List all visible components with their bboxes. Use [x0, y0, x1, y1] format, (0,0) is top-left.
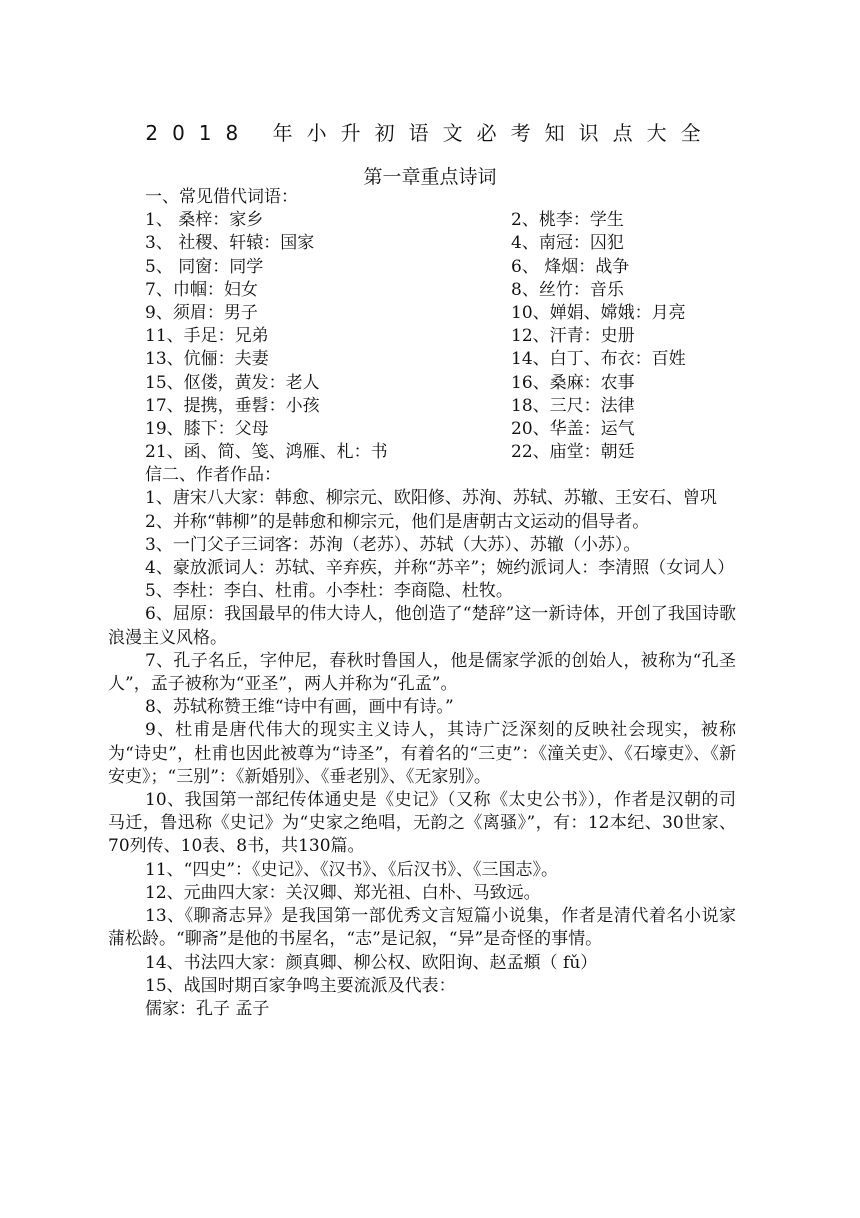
paragraph: 4、豪放派词人：苏轼、辛弃疾，并称“苏辛”；婉约派词人：李清照（女词人） [145, 558, 735, 579]
document-title: 2018 年小升初语文必考知识点大全 [145, 121, 715, 145]
term-right: 20、华盖：运气 [511, 418, 635, 439]
term-right: 10、婵娟、嫦娥：月亮 [511, 302, 686, 323]
paragraph: 2、并称“韩柳”的是韩愈和柳宗元，他们是唐朝古文运动的倡导者。 [145, 511, 650, 532]
term-left: 9、须眉：男子 [145, 302, 258, 323]
term-pair-row [108, 325, 736, 348]
term-left: 1、 桑梓：家乡 [145, 210, 264, 231]
section-heading: 一、常见借代词语： [145, 187, 298, 207]
paragraph: 9、杜甫是唐代伟大的现实主义诗人，其诗广泛深刻的反映社会现实，被称为“诗史”，杜甫也因此被尊为“诗圣”，有着名的“三吏”：《潼关吏》、《石壕吏》、《新安吏》；“三别”：《新婚别》、《垂老别》、《无家别》。 [108, 720, 736, 787]
paragraph: 8、苏轼称赞王维“诗中有画，画中有诗。” [145, 697, 454, 718]
term-left: 7、巾帼：妇女 [145, 279, 258, 300]
paragraph: 1、唐宋八大家：韩愈、柳宗元、欧阳修、苏洵、苏轼、苏辙、王安石、曾巩 [145, 488, 717, 509]
paragraph: 7、孔子名丘，字仲尼，春秋时鲁国人，他是儒家学派的创始人，被称为“孔圣人”，孟子被称为“亚圣”，两人并称为“孔孟”。 [108, 650, 736, 695]
term-pair-row [108, 348, 736, 371]
term-left: 11、手足：兄弟 [145, 326, 269, 347]
paragraph: 5、李杜：李白、杜甫。小李杜：李商隐、杜牧。 [145, 581, 513, 602]
term-right: 12、汗青：史册 [511, 326, 635, 347]
term-right: 18、三尺：法律 [511, 395, 635, 416]
term-pair-row [108, 441, 736, 464]
paragraph: 3、一门父子三词客：苏洵（老苏）、苏轼（大苏）、苏辙（小苏）。 [145, 534, 641, 555]
term-right: 6、 烽烟：战争 [511, 256, 630, 277]
term-right: 14、白丁、布衣：百姓 [511, 349, 686, 370]
paragraph: 儒家：孔子 孟子 [145, 998, 270, 1019]
term-pair-row [108, 395, 736, 418]
paragraph: 13、《聊斋志异》是我国第一部优秀文言短篇小说集，作者是清代着名小说家蒲松龄。“聊斋”是他的书屋名，“志”是记叙，“异”是奇怪的事情。 [108, 906, 736, 950]
term-left: 3、 社稷、轩辕：国家 [145, 233, 315, 254]
term-pair-row [108, 256, 736, 279]
term-left: 19、膝下：父母 [145, 418, 269, 439]
chapter-heading: 第一章重点诗词 [363, 166, 497, 188]
paragraph: 6、屈原：我国最早的伟大诗人，他创造了“楚辞”这一新诗体，开创了我国诗歌浪漫主义风格。 [108, 604, 736, 648]
term-left: 13、伉俪：夫妻 [145, 349, 269, 370]
term-pair-row [108, 372, 736, 395]
document-body [108, 186, 736, 1021]
paragraph: 12、元曲四大家：关汉卿、郑光祖、白朴、马致远。 [145, 882, 541, 903]
paragraph: 14、书法四大家：颜真卿、柳公权、欧阳询、赵孟頫（ fǔ） [145, 952, 598, 973]
term-pair-row [108, 209, 736, 232]
term-right: 4、南冠：囚犯 [511, 233, 624, 254]
term-right: 22、庙堂：朝廷 [511, 442, 635, 463]
term-left: 17、提携，垂髫：小孩 [145, 395, 320, 416]
term-pair-row [108, 279, 736, 302]
term-pair-row [108, 232, 736, 255]
section-heading: 信二、作者作品： [145, 465, 281, 486]
term-left: 5、 同窗：同学 [145, 256, 264, 277]
term-pair-row [108, 302, 736, 325]
term-pair-row [108, 418, 736, 441]
paragraph: 11、“四史”：《史记》、《汉书》、《后汉书》、《三国志》。 [145, 859, 559, 880]
term-right: 2、桃李：学生 [511, 210, 624, 231]
term-left: 21、函、简、笺、鸿雁、札：书 [145, 442, 388, 463]
term-right: 8、丝竹：音乐 [511, 279, 624, 300]
term-right: 16、桑麻：农事 [511, 372, 635, 393]
term-left: 15、伛偻，黄发：老人 [145, 372, 320, 393]
paragraph: 15、战国时期百家争鸣主要流派及代表： [145, 975, 456, 996]
paragraph: 10、我国第一部纪传体通史是《史记》（又称《太史公书》），作者是汉朝的司马迁，鲁迅称《史记》为“史家之绝唱，无韵之《离骚》”，有：12本纪、30世家、70列传、10表、8书，共130篇。 [108, 790, 736, 857]
